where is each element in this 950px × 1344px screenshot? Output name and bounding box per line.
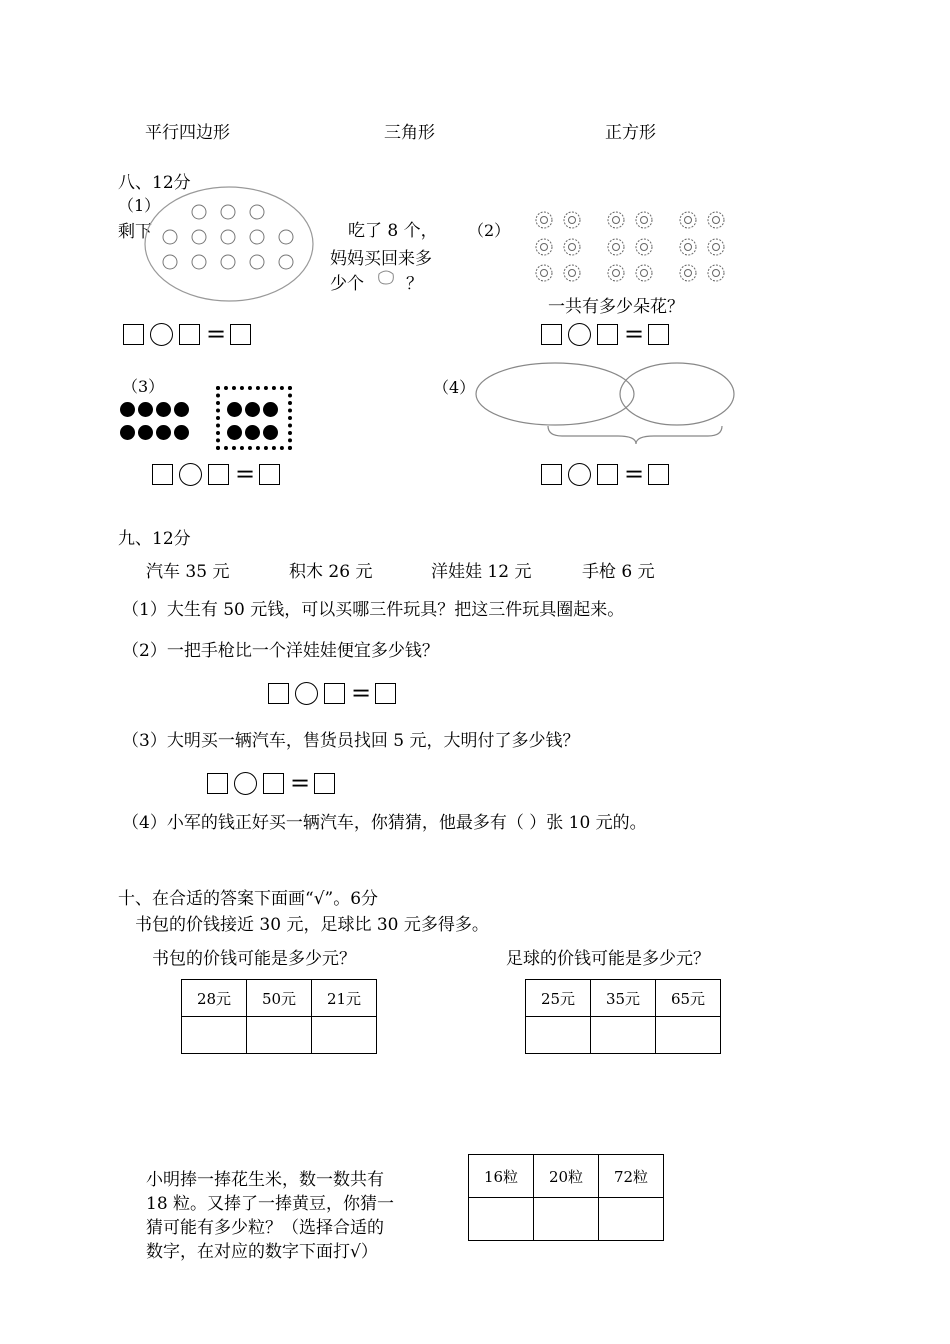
dotted-box: [216, 386, 292, 450]
answer-box[interactable]: [259, 464, 280, 485]
operator-circle[interactable]: [568, 463, 591, 486]
answer-box[interactable]: [324, 683, 345, 704]
dot: [263, 425, 278, 440]
answer-box[interactable]: [179, 324, 200, 345]
dot: [263, 402, 278, 417]
dot: [120, 402, 135, 417]
ball-price-table: [525, 979, 721, 1054]
dot: [138, 402, 153, 417]
brace: [548, 426, 722, 444]
s9-q1: （1）大生有 50 元钱，可以买哪三件玩具？把这三件玩具圈起来。: [122, 600, 625, 620]
answer-cell[interactable]: [656, 1017, 721, 1054]
equation-q3: [152, 460, 280, 488]
dot: [245, 402, 260, 417]
s9-q4: （4）小军的钱正好买一辆汽车，你猜猜，他最多有（ ）张 10 元的。: [122, 813, 647, 833]
section-8-header: 八、12分: [118, 173, 191, 193]
equation-s9-q2: [268, 679, 396, 707]
option-cell: 28元: [182, 980, 247, 1017]
ovals-with-brace: [470, 360, 770, 450]
option-cell: 25元: [526, 980, 591, 1017]
q4-label: （4）: [433, 378, 476, 397]
q2-label: （2）: [468, 221, 511, 240]
dot: [227, 402, 242, 417]
equals-sign: =: [206, 320, 227, 348]
answer-cell[interactable]: [182, 1017, 247, 1054]
dot: [174, 402, 189, 417]
equals-sign: =: [624, 320, 645, 348]
answer-box[interactable]: [208, 464, 229, 485]
equals-sign: =: [351, 679, 372, 707]
bag-question: 书包的价钱可能是多少元？: [152, 949, 356, 969]
peanut-question: [146, 1168, 394, 1264]
answer-box[interactable]: [648, 324, 669, 345]
dot: [156, 402, 171, 417]
answer-cell[interactable]: [469, 1198, 534, 1241]
q1-text-line3: 少个: [330, 274, 364, 294]
ball-question: 足球的价钱可能是多少元？: [506, 949, 710, 969]
equals-sign: =: [235, 460, 256, 488]
answer-box[interactable]: [230, 324, 251, 345]
answer-box[interactable]: [207, 773, 228, 794]
answer-cell[interactable]: [599, 1198, 664, 1241]
answer-box[interactable]: [263, 773, 284, 794]
equation-q2: [541, 320, 669, 348]
toy-blocks: 积木 26 元: [289, 562, 373, 582]
flower-grid: [530, 206, 730, 284]
operator-circle[interactable]: [150, 323, 173, 346]
section-10-header: 十、在合适的答案下面画“√”。6分: [118, 889, 379, 909]
equation-s9-q3: [207, 769, 335, 797]
peanut-line: 猜可能有多少粒？（选择合适的: [146, 1218, 384, 1238]
answer-cell[interactable]: [526, 1017, 591, 1054]
answer-cell[interactable]: [312, 1017, 377, 1054]
label-square: 正方形: [605, 123, 656, 143]
option-cell: 21元: [312, 980, 377, 1017]
answer-box[interactable]: [597, 324, 618, 345]
equals-sign: =: [290, 769, 311, 797]
toy-gun: 手枪 6 元: [582, 562, 655, 582]
dot: [245, 425, 260, 440]
peanut-line: 18 粒。又捧了一捧黄豆，你猜一: [146, 1194, 395, 1214]
answer-box[interactable]: [314, 773, 335, 794]
option-cell: 16粒: [469, 1155, 534, 1198]
q1-label: （1）: [118, 196, 161, 215]
dot: [174, 425, 189, 440]
s9-q2: （2）一把手枪比一个洋娃娃便宜多少钱？: [122, 641, 439, 661]
answer-cell[interactable]: [591, 1017, 656, 1054]
s10-intro: 书包的价钱接近 30 元，足球比 30 元多得多。: [135, 915, 489, 935]
answer-box[interactable]: [375, 683, 396, 704]
equation-q4: [541, 460, 669, 488]
q1-text-qmark: ？: [406, 274, 423, 294]
answer-box[interactable]: [541, 324, 562, 345]
q3-label: （3）: [122, 377, 165, 396]
operator-circle[interactable]: [568, 323, 591, 346]
operator-circle[interactable]: [179, 463, 202, 486]
equals-sign: =: [624, 460, 645, 488]
apple-icon-inline: [374, 266, 398, 286]
q1-text-line1: 吃了 8 个，: [348, 221, 438, 241]
peanut-line: 数字，在对应的数字下面打√）: [146, 1242, 378, 1262]
option-cell: 50元: [247, 980, 312, 1017]
answer-box[interactable]: [648, 464, 669, 485]
operator-circle[interactable]: [234, 772, 257, 795]
operator-circle[interactable]: [295, 682, 318, 705]
peanut-count-table: [468, 1154, 664, 1241]
toy-doll: 洋娃娃 12 元: [431, 562, 532, 582]
toy-car: 汽车 35 元: [146, 562, 230, 582]
option-cell: 20粒: [534, 1155, 599, 1198]
option-cell: 65元: [656, 980, 721, 1017]
q2-question: 一共有多少朵花？: [548, 297, 684, 317]
label-triangle: 三角形: [384, 123, 435, 143]
oval-left: [476, 363, 634, 425]
peanut-line: 小明捧一捧花生米，数一数共有: [146, 1170, 384, 1190]
apple-icons: [163, 205, 293, 269]
dot: [120, 425, 135, 440]
answer-box[interactable]: [123, 324, 144, 345]
answer-box[interactable]: [597, 464, 618, 485]
label-parallelogram: 平行四边形: [145, 123, 230, 143]
option-cell: 72粒: [599, 1155, 664, 1198]
dot: [227, 425, 242, 440]
answer-box[interactable]: [152, 464, 173, 485]
answer-cell[interactable]: [247, 1017, 312, 1054]
s9-q3: （3）大明买一辆汽车，售货员找回 5 元，大明付了多少钱？: [122, 731, 580, 751]
section-9-header: 九、12分: [118, 529, 191, 549]
oval-right: [620, 363, 734, 425]
dot: [138, 425, 153, 440]
equation-q1: [123, 320, 251, 348]
answer-cell[interactable]: [534, 1198, 599, 1241]
option-cell: 35元: [591, 980, 656, 1017]
dot: [156, 425, 171, 440]
q1-text-line2: 妈妈买回来多: [330, 249, 432, 269]
bag-price-table: [181, 979, 377, 1054]
answer-box[interactable]: [268, 683, 289, 704]
q1-left-text: 剩下: [118, 222, 152, 242]
answer-box[interactable]: [541, 464, 562, 485]
